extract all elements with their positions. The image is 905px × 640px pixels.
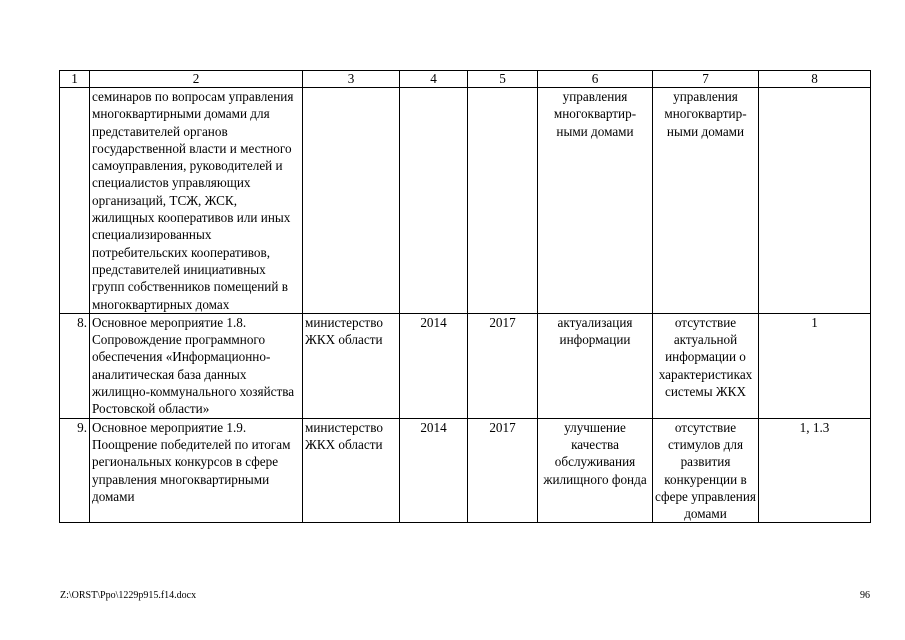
table-row <box>60 418 871 523</box>
column-header: 7 <box>653 71 759 88</box>
activity-name: Основное мероприятие 1.9. Поощрение победителей по итогам региональных конкурсов в сфере управления многоквартирными домами <box>90 418 303 523</box>
activity-name: Основное мероприятие 1.8. Сопровождение программного обеспечения «Информационно-аналитическая база данных жилищно-коммунального хозяйства Ростовской области» <box>90 313 303 418</box>
program-activities-table <box>59 70 871 523</box>
indicator-link <box>759 88 871 314</box>
column-header: 4 <box>400 71 468 88</box>
row-number: 9. <box>60 418 90 523</box>
file-path: Z:\ORST\Ppo\1229p915.f14.docx <box>60 590 197 601</box>
table-row <box>60 313 871 418</box>
column-header: 3 <box>303 71 400 88</box>
expected-result: актуализация информации <box>538 313 653 418</box>
end-year: 2017 <box>468 313 538 418</box>
table-row <box>60 88 871 314</box>
non-implementation-consequence: отсутствие актуальной информации о характеристиках системы ЖКХ <box>653 313 759 418</box>
indicator-link: 1 <box>759 313 871 418</box>
end-year <box>468 88 538 314</box>
executor: министерство ЖКХ области <box>303 313 400 418</box>
column-header: 1 <box>60 71 90 88</box>
non-implementation-consequence: отсутствие стимулов для развития конкуренции в сфере управления домами <box>653 418 759 523</box>
column-header: 8 <box>759 71 871 88</box>
column-header: 2 <box>90 71 303 88</box>
indicator-link: 1, 1.3 <box>759 418 871 523</box>
expected-result: улучшение качества обслуживания жилищного фонда <box>538 418 653 523</box>
row-number <box>60 88 90 314</box>
column-header: 5 <box>468 71 538 88</box>
activity-name: семинаров по вопросам управления многоквартирными домами для представителей органов государственной власти и местного самоуправления, руководителей и специалистов управляющих организаций, ТСЖ, ЖСК, жилищных кооперативов или иных специализированных потребительских кооперативов, представителей инициативных групп собственников помещений в многоквартирных домах <box>90 88 303 314</box>
executor: министерство ЖКХ области <box>303 418 400 523</box>
header-row <box>60 71 871 88</box>
start-year <box>400 88 468 314</box>
page-number: 96 <box>860 590 870 601</box>
column-header: 6 <box>538 71 653 88</box>
start-year: 2014 <box>400 418 468 523</box>
start-year: 2014 <box>400 313 468 418</box>
non-implementation-consequence: управления многоквартир-ными домами <box>653 88 759 314</box>
expected-result: управления многоквартир-ными домами <box>538 88 653 314</box>
row-number: 8. <box>60 313 90 418</box>
executor <box>303 88 400 314</box>
end-year: 2017 <box>468 418 538 523</box>
